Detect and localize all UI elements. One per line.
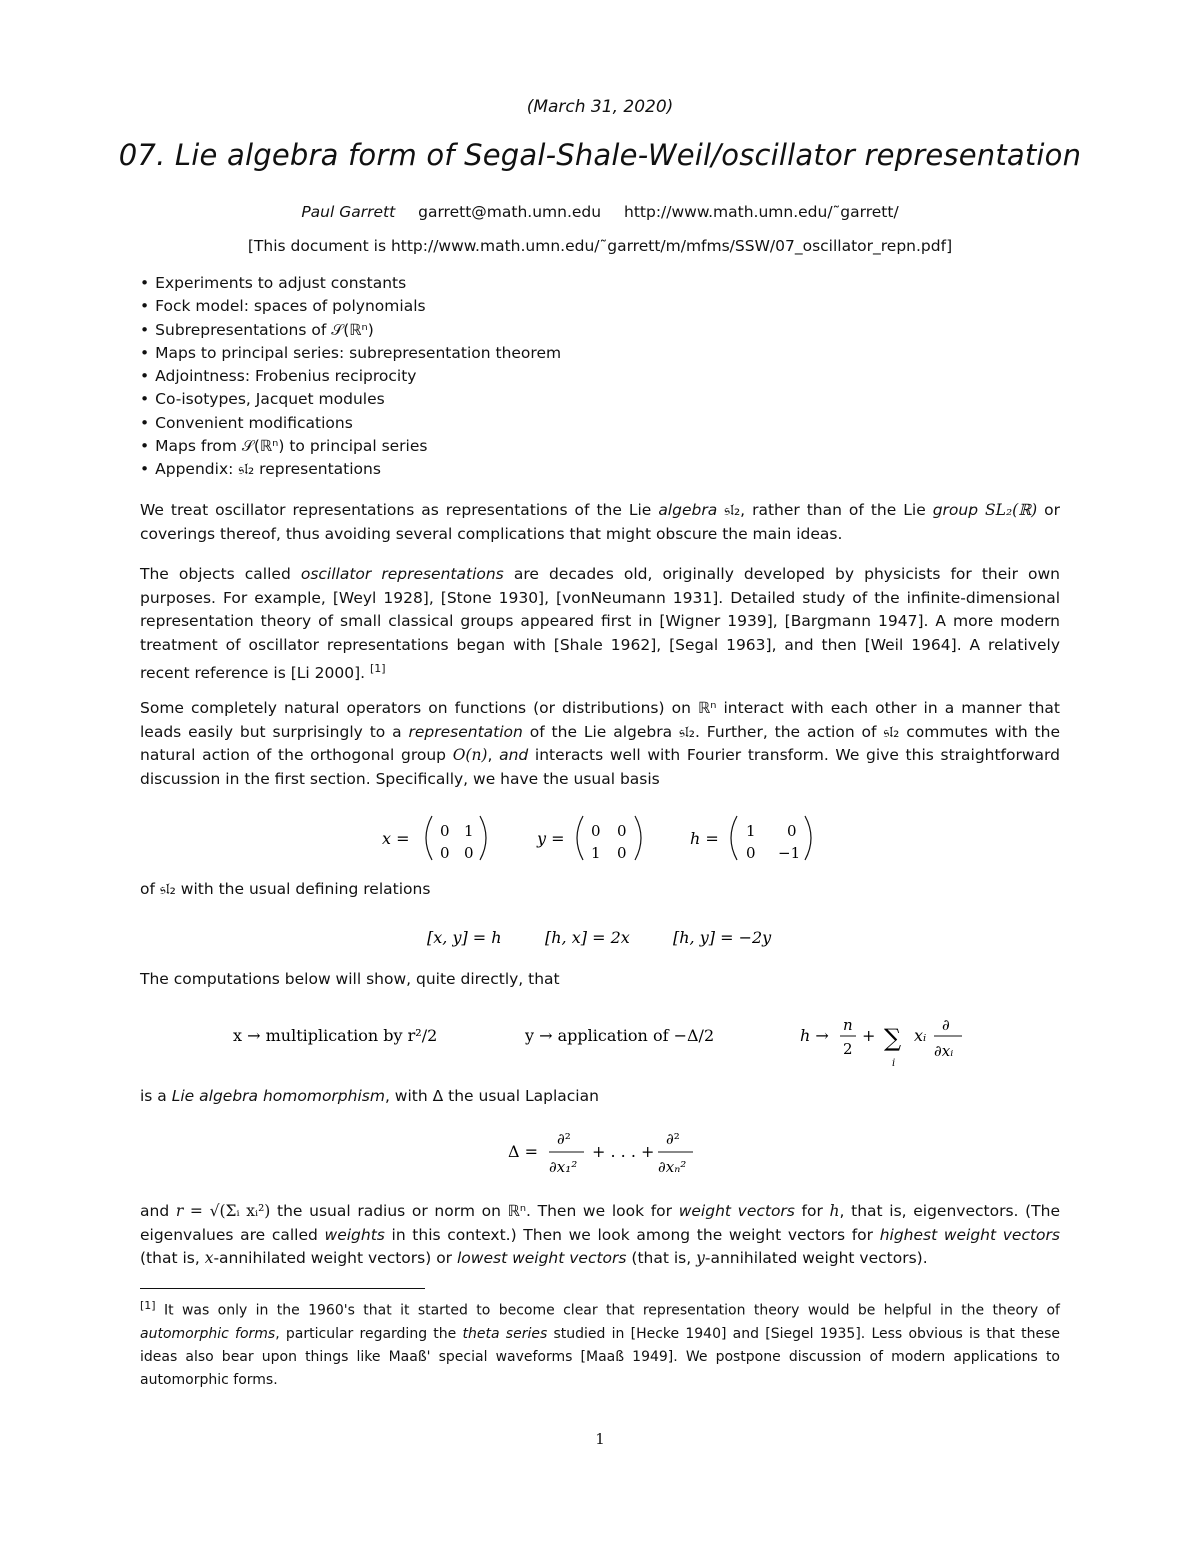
footnote: [1] It was only in the 1960's that it started to become clear that representation theory would be helpful in the theory of automorphic forms, particular regarding the theta series studied in [Hecke 1940] and [Siegel 1935]. Less obvious is that these ideas also bear upon things like Maaß' special waveforms [Maaß 1949]. We postpone discussion of modern applications to automorphic forms. [140, 1299, 1060, 1388]
defining-relations-equation [0, 922, 1200, 952]
matrix-entry: −1 [778, 844, 801, 862]
outline-item: • Adjointness: Frobenius reciprocity [140, 365, 561, 388]
fraction-denominator: 2 [843, 1040, 853, 1058]
homomorphism-equation [0, 1008, 1200, 1070]
action-h-variable: xᵢ [914, 1026, 927, 1045]
date-line: (March 31, 2020) [526, 97, 674, 117]
matrix-h [690, 816, 811, 862]
derivative-numerator: ∂ [942, 1016, 950, 1034]
paragraph-operators: Some completely natural operators on functions (or distributions) on ℝⁿ interact with each other in a manner that leads easily but surprisingly to a representation of the Lie algebra 𝔰𝔩₂. Further, the action of 𝔰𝔩₂ commutes with the natural action of the orthogonal group O(n), and interacts well with Fourier transform. We give this straightforward discussion in the first section. Specifically, we have the usual basis [140, 699, 1060, 788]
matrix-entry: 0 [464, 844, 474, 862]
plus-sign: + [862, 1026, 876, 1045]
matrix-entry: 0 [440, 844, 450, 862]
matrix-entry: 1 [591, 844, 601, 862]
outline-item: • Experiments to adjust constants [140, 272, 561, 295]
matrix-y [536, 816, 641, 862]
summation-index: i [892, 1058, 896, 1069]
matrix-entry: 0 [591, 822, 601, 840]
paragraph-homomorphism: is a Lie algebra homomorphism, with Δ the usual Laplacian [140, 1087, 599, 1105]
footnote-divider [140, 1288, 425, 1289]
document-url-line[interactable]: [This document is http://www.math.umn.edu/˜garrett/m/mfms/SSW/07_oscillator_repn.pdf] [247, 237, 953, 255]
paragraph-computations-intro: The computations below will show, quite directly, that [140, 970, 560, 988]
fraction-numerator: n [843, 1016, 853, 1034]
laplacian-lhs: Δ = [508, 1142, 539, 1161]
matrix-entry: 0 [787, 822, 797, 840]
page-title: 07. Lie algebra form of Segal-Shale-Weil/oscillator representation [118, 138, 1082, 172]
outline-item: • Appendix: 𝔰𝔩₂ representations [140, 458, 561, 481]
outline-item: • Maps from 𝒮(ℝⁿ) to principal series [140, 435, 561, 458]
paragraph-history: The objects called oscillator representations are decades old, originally developed by physicists for their own purposes. For example, [Weyl 1928], [Stone 1930], [vonNeumann 1931]. Detailed study of the infinite-dimensional representation theory of small classical groups appeared first in [Wigner 1939], [Bargmann 1947]. A more modern treatment of oscillator representations began with [Shale 1962], [Segal 1963], and then [Weil 1964]. A relatively recent reference is [Li 2000]. [1] [140, 565, 1060, 683]
action-y: y → application of −Δ/2 [525, 1026, 715, 1045]
laplacian-numerator: ∂² [666, 1130, 680, 1148]
section-outline [140, 272, 561, 482]
author-name: Paul Garrett [301, 203, 396, 221]
relation-hy: [h, y] = −2y [673, 928, 772, 947]
paragraph-intro: We treat oscillator representations as representations of the Lie algebra 𝔰𝔩₂, rather than of the Lie group SL₂(ℝ) or coverings thereof, thus avoiding several complications that might obscure the main ideas. [140, 501, 1060, 543]
relation-hx: [h, x] = 2x [545, 928, 630, 947]
author-homepage-link[interactable]: http://www.math.umn.edu/˜garrett/ [624, 203, 899, 221]
outline-item: • Co-isotypes, Jacquet modules [140, 388, 561, 411]
matrix-entry: 0 [746, 844, 756, 862]
outline-item: • Subrepresentations of 𝒮(ℝⁿ) [140, 319, 561, 342]
matrix-entry: 0 [440, 822, 450, 840]
laplacian-numerator: ∂² [557, 1130, 571, 1148]
matrix-entry: 0 [617, 844, 627, 862]
derivative-denominator: ∂xᵢ [934, 1042, 954, 1060]
author-email[interactable]: garrett@math.umn.edu [418, 203, 602, 221]
matrix-x [382, 816, 486, 862]
action-h-lhs: h → [800, 1026, 829, 1045]
paragraph-weight-vectors: and r = √(Σᵢ xᵢ²) the usual radius or norm on ℝⁿ. Then we look for weight vectors for h, that is, eigenvectors. (The eigenvalues are called weights in this context.) Then we look among the weight vectors for highest weight vectors (that is, x-annihilated weight vectors) or lowest weight vectors (that is, y-annihilated weight vectors). [140, 1202, 1060, 1267]
outline-item: • Fock model: spaces of polynomials [140, 295, 561, 318]
summation-symbol: ∑ [884, 1024, 902, 1052]
author-line [0, 203, 1200, 221]
matrix-y-label: y = [537, 829, 565, 848]
page-number: 1 [595, 1430, 605, 1448]
laplacian-equation [0, 1124, 1200, 1182]
footnote-ref[interactable]: [1] [369, 662, 386, 675]
footnote-mark: [1] [140, 1299, 156, 1312]
action-x: x → multiplication by r²/2 [233, 1026, 438, 1045]
basis-matrices-equation [0, 808, 1200, 868]
paragraph-relations-intro: of 𝔰𝔩₂ with the usual defining relations [140, 880, 431, 898]
outline-item: • Convenient modifications [140, 412, 561, 435]
laplacian-denominator: ∂x₁² [549, 1158, 578, 1176]
matrix-x-label: x = [382, 829, 410, 848]
relation-xy: [x, y] = h [427, 928, 502, 947]
matrix-entry: 1 [746, 822, 756, 840]
matrix-entry: 1 [464, 822, 474, 840]
outline-item: • Maps to principal series: subrepresentation theorem [140, 342, 561, 365]
matrix-entry: 0 [617, 822, 627, 840]
matrix-h-label: h = [690, 829, 719, 848]
laplacian-ellipsis: + . . . + [592, 1142, 655, 1161]
laplacian-denominator: ∂xₙ² [658, 1158, 687, 1176]
